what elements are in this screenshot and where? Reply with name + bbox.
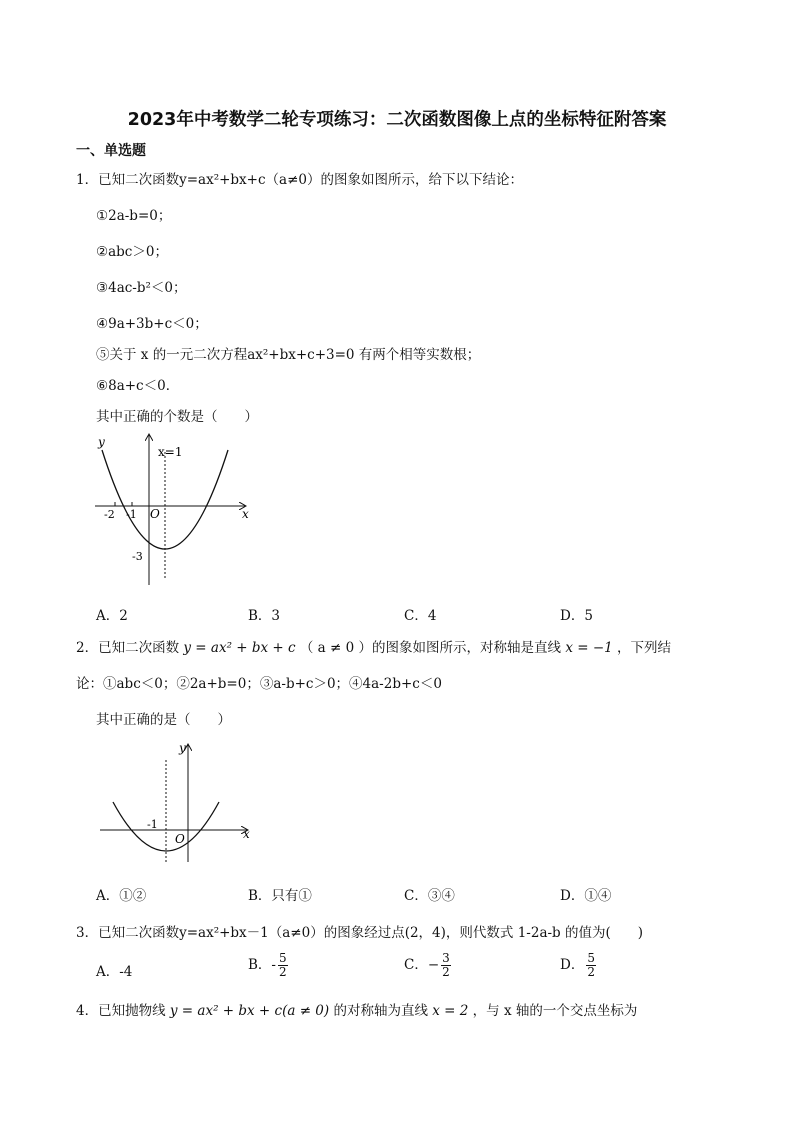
q4-stem-part: 4．已知抛物线 — [76, 1003, 166, 1019]
tick-label: -1 — [126, 508, 137, 521]
symmetry-axis-label: x=1 — [158, 445, 183, 459]
numerator: 5 — [587, 951, 595, 965]
x-axis-label: x — [243, 827, 250, 841]
fraction — [586, 952, 596, 979]
q2-question: 其中正确的是（ ） — [96, 712, 231, 728]
y-axis-label: y — [98, 435, 105, 449]
numerator: 3 — [442, 951, 450, 965]
option-label: B．- — [248, 957, 276, 973]
q2-statements: 论：①abc＜0；②2a+b=0；③a-b+c＞0；④4a-2b+c＜0 — [76, 676, 442, 692]
denominator: 2 — [442, 965, 450, 979]
q2-stem-part: 2．已知二次函数 — [76, 640, 180, 656]
tick-label: -1 — [147, 818, 158, 831]
q1-statement-4: ④9a+3b+c＜0； — [96, 316, 208, 332]
x-axis-label: x — [242, 507, 249, 521]
q1-statement-1: ①2a-b=0； — [96, 208, 172, 224]
q2-option-b[interactable]: B．只有① — [248, 888, 312, 904]
q2-option-c[interactable]: C．③④ — [404, 888, 455, 904]
tick-label: -2 — [104, 508, 115, 521]
section-heading: 一、单选题 — [76, 143, 146, 159]
q1-option-c[interactable]: C．4 — [404, 608, 437, 624]
y-axis-label: y — [179, 741, 186, 755]
question-3-stem: 3．已知二次函数y=ax²+bx－1（a≠0）的图象经过点(2，4)，则代数式 1-2a-b 的值为( ) — [76, 925, 644, 941]
q2-option-a[interactable]: A．①② — [96, 888, 147, 904]
q1-option-b[interactable]: B．3 — [248, 608, 281, 624]
origin-label: O — [150, 507, 160, 521]
option-label: A．-4 — [96, 964, 133, 980]
q1-statement-6: ⑥8a+c＜0． — [96, 378, 180, 394]
q2-condition: （ a ≠ 0 ） — [299, 640, 373, 656]
q4-stem-part: 的对称轴为直线 — [333, 1003, 428, 1019]
q1-option-d[interactable]: D．5 — [560, 608, 593, 624]
q2-option-d[interactable]: D．①④ — [560, 888, 612, 904]
page-title: 2023年中考数学二轮专项练习：二次函数图像上点的坐标特征附答案 — [127, 110, 667, 130]
q4-stem-part: ，与 x 轴的一个交点坐标为 — [472, 1003, 638, 1019]
q1-parabola-graph — [90, 430, 260, 590]
option-label: D． — [560, 957, 585, 973]
tick-label: -3 — [132, 550, 143, 563]
q2-parabola-graph — [95, 740, 260, 865]
q1-statement-2: ②abc＞0； — [96, 244, 168, 260]
numerator: 5 — [278, 951, 287, 965]
q1-statement-3: ③4ac-b²＜0； — [96, 280, 187, 296]
q3-option-b[interactable] — [248, 952, 288, 979]
origin-label: O — [175, 832, 185, 846]
question-4-stem — [76, 999, 637, 1019]
q2-formula: y = ax² + bx + c — [183, 640, 296, 656]
q1-question: 其中正确的个数是（ ） — [96, 409, 258, 425]
q1-statement-5: ⑤关于 x 的一元二次方程ax²+bx+c+3=0 有两个相等实数根； — [96, 347, 481, 363]
q3-option-a[interactable] — [96, 960, 132, 980]
q4-formula: y = ax² + bx + c(a ≠ 0) — [169, 1003, 330, 1019]
q4-axis-equation: x = 2 — [432, 1003, 469, 1019]
fraction — [441, 952, 451, 979]
denominator: 2 — [278, 965, 287, 979]
q1-option-a[interactable]: A．2 — [96, 608, 128, 624]
q3-option-c[interactable] — [404, 952, 451, 979]
option-label: C．− — [404, 957, 440, 973]
question-1-stem: 1．已知二次函数y=ax²+bx+c（a≠0）的图象如图所示，给下以下结论： — [76, 172, 523, 188]
q2-axis-equation: x = −1 — [565, 640, 613, 656]
question-2-stem — [76, 636, 671, 656]
q3-option-d[interactable] — [560, 952, 596, 979]
denominator: 2 — [587, 965, 595, 979]
q2-stem-part: 的图象如图所示，对称轴是直线 — [372, 640, 562, 656]
q2-stem-part: ，下列结 — [617, 640, 672, 656]
fraction — [278, 952, 288, 979]
